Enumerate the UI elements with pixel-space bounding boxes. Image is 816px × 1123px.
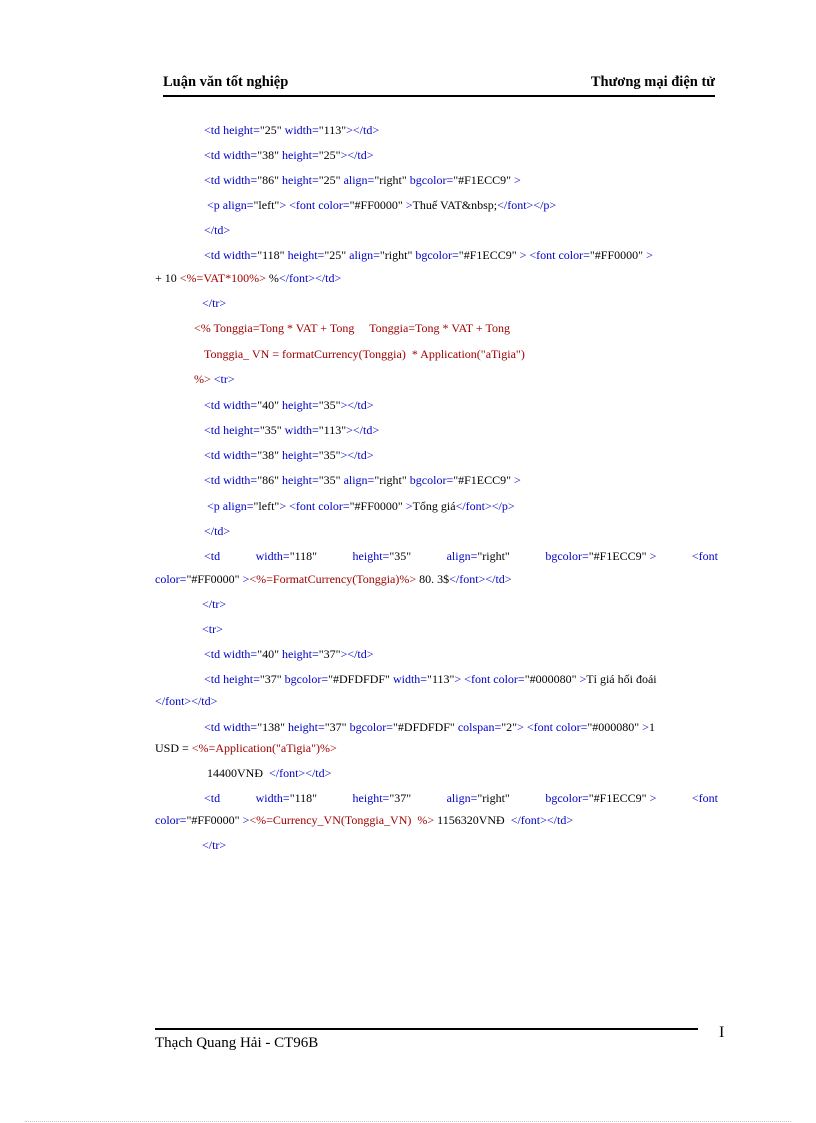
code-line: <td width="38" height="35"></td> xyxy=(204,448,374,462)
code-line: <td width="118" height="35" align="right" bgcolor="#F1ECC9" > <font xyxy=(204,549,718,563)
code-line: <p align="left"> <font color="#FF0000" >Thuế VAT&nbsp;</font></p> xyxy=(207,198,557,212)
code-line: <% Tonggia=Tong * VAT + Tong Tonggia=Tong * VAT + Tong xyxy=(194,321,510,335)
header-thesis-title: Luận văn tốt nghiệp xyxy=(163,74,289,90)
code-line: </font></td> xyxy=(155,694,218,708)
code-line: USD = <%=Application("aTigia")%> xyxy=(155,741,337,755)
code-line: color="#FF0000" ><%=Currency_VN(Tonggia_VN) %> 1156320VNĐ </font></td> xyxy=(155,813,574,827)
header-subject: Thương mại điện tử xyxy=(590,74,715,90)
code-line: <td width="40" height="35"></td> xyxy=(204,398,374,412)
footer-author: Thạch Quang Hải - CT96B xyxy=(155,1035,319,1051)
code-line: <td width="86" height="35" align="right" bgcolor="#F1ECC9" > xyxy=(204,473,521,487)
code-line: 14400VNĐ </font></td> xyxy=(207,766,332,780)
code-line: <td width="40" height="37"></td> xyxy=(204,647,374,661)
footer-rule xyxy=(155,1028,698,1030)
code-line: <tr> xyxy=(202,622,223,636)
code-line: + 10 <%=VAT*100%> %</font></td> xyxy=(155,271,342,285)
code-line: </tr> xyxy=(202,296,227,310)
code-line: <p align="left"> <font color="#FF0000" >Tổng giá</font></p> xyxy=(207,499,515,513)
code-line: <td width="86" height="25" align="right" bgcolor="#F1ECC9" > xyxy=(204,173,521,187)
code-line: <td height="25" width="113"></td> xyxy=(204,123,380,137)
page-bottom-edge xyxy=(25,1121,791,1122)
code-line: <td height="37" bgcolor="#DFDFDF" width="113"> <font color="#000080" >Tỉ giá hối đoái xyxy=(204,672,657,686)
code-line: <td width="38" height="25"></td> xyxy=(204,148,374,162)
code-line: </td> xyxy=(204,223,231,237)
code-line: </td> xyxy=(204,524,231,538)
code-line: %> <tr> xyxy=(194,372,235,386)
code-line: </tr> xyxy=(202,597,227,611)
code-line: </tr> xyxy=(202,838,227,852)
code-line: <td width="118" height="37" align="right" bgcolor="#F1ECC9" > <font xyxy=(204,791,718,805)
code-line: <td width="138" height="37" bgcolor="#DFDFDF" colspan="2"> <font color="#000080" >1 xyxy=(204,720,655,734)
page-number: I xyxy=(719,1024,725,1041)
code-line: color="#FF0000" ><%=FormatCurrency(Tonggia)%> 80. 3$</font></td> xyxy=(155,572,512,586)
code-line: <td width="118" height="25" align="right" bgcolor="#F1ECC9" > <font color="#FF0000" > xyxy=(204,248,653,262)
code-line: Tonggia_ VN = formatCurrency(Tonggia) * Application("aTigia") xyxy=(204,347,525,361)
code-line: <td height="35" width="113"></td> xyxy=(204,423,380,437)
